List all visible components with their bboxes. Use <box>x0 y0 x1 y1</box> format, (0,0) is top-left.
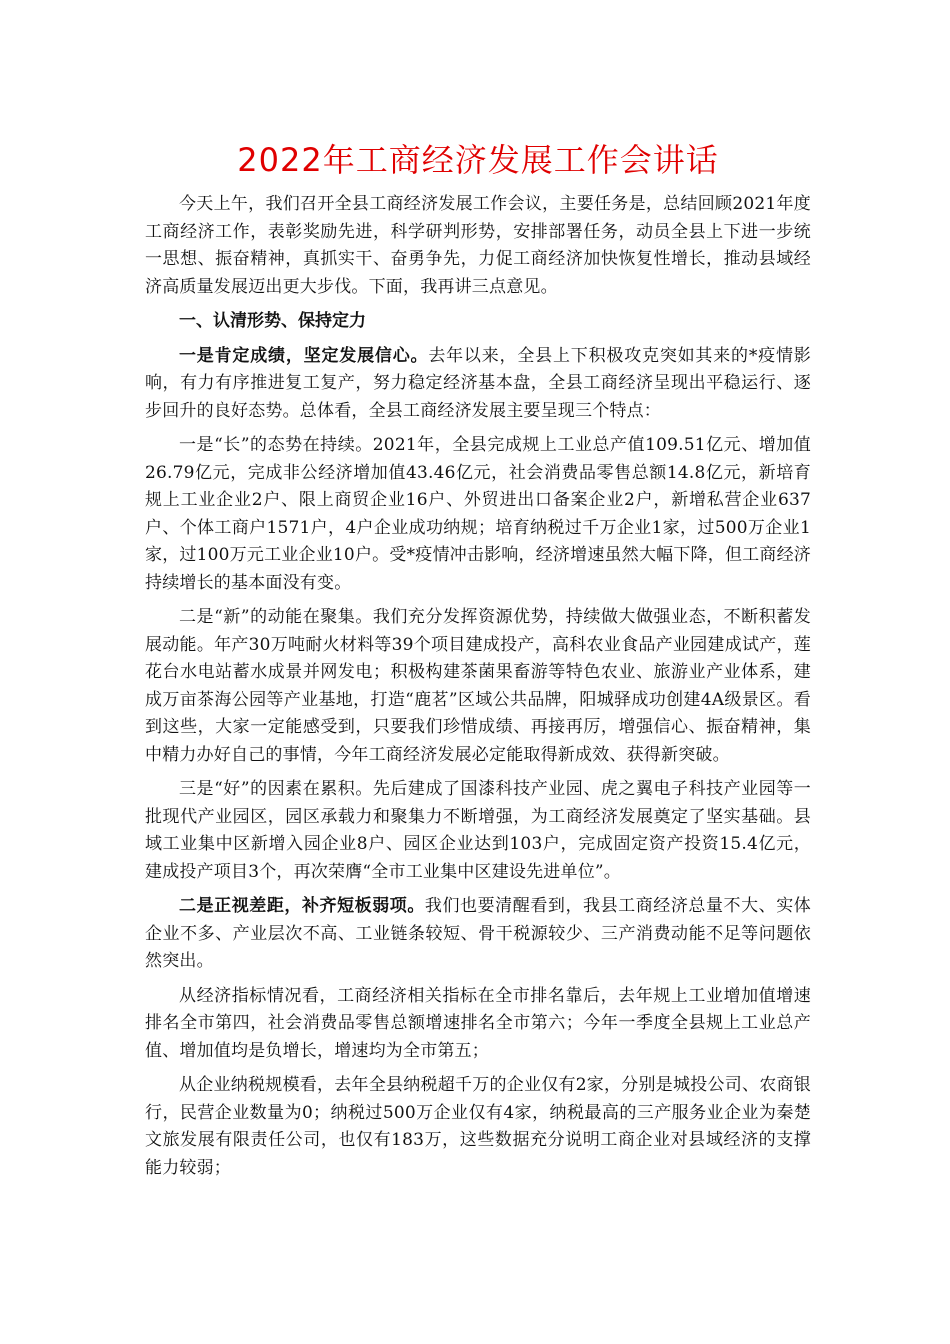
feature-3-paragraph: 三是“好”的因素在累积。先后建成了国漆科技产业园、虎之翼电子科技产业园等一批现代产业园区，园区承载力和聚集力不断增强，为工商经济发展奠定了坚实基础。县域工业集中区新增入园企业8户、园区企业达到103户，完成固定资产投资15.4亿元，建成投产项目3个，再次荣膺“全市工业集中区建设先进单位”。 <box>145 779 811 882</box>
feature-1-paragraph: 一是“长”的态势在持续。2021年，全县完成规上工业总产值109.51亿元、增加值26.79亿元，完成非公经济增加值43.46亿元，社会消费品零售总额14.8亿元，新培育规上工业企业2户、限上商贸企业16户、外贸进出口备案企业2户，新增私营企业637户、个体工商户1571户，4户企业成功纳规；培育纳税过千万企业1家，过500万企业1家，过100万元工业企业10户。受*疫情冲击影响，经济增速虽然大幅下降，但工商经济持续增长的基本面没有变。 <box>145 435 811 593</box>
gap-2-paragraph: 从企业纳税规模看，去年全县纳税超千万的企业仅有2家，分别是城投公司、农商银行，民营企业数量为0；纳税过500万企业仅有4家，纳税最高的三产服务业企业为秦楚文旅发展有限责任公司，也仅有183万，这些数据充分说明工商企业对县域经济的支撑能力较弱； <box>145 1075 811 1178</box>
document-title: 2022年工商经济发展工作会讲话 <box>237 141 719 179</box>
point-2-paragraph <box>145 893 811 976</box>
point-1-text: 去年以来，全县上下积极攻克突如其来的*疫情影响，有力有序推进复工复产，努力稳定经济基本盘，全县工商经济呈现出平稳运行、逐步回升的良好态势。总体看，全县工商经济发展主要呈现三个特点： <box>145 345 811 421</box>
feature-2-paragraph: 二是“新”的动能在聚集。我们充分发挥资源优势，持续做大做强业态，不断积蓄发展动能。年产30万吨耐火材料等39个项目建成投产，高科农业食品产业园建成试产，莲花台水电站蓄水成景并网发电；积极构建茶菌果畜游等特色农业、旅游业产业体系，建成万亩茶海公园等产业基地，打造“鹿茗”区域公共品牌，阳城驿成功创建4A级景区。看到这些，大家一定能感受到，只要我们珍惜成绩、再接再厉，增强信心、振奋精神，集中精力办好自己的事情，今年工商经济发展必定能取得新成效、获得新突破。 <box>145 607 811 765</box>
document-page <box>145 135 811 1189</box>
point-1-paragraph <box>145 343 811 426</box>
point-2-text: 我们也要清醒看到，我县工商经济总量不大、实体企业不多、产业层次不高、工业链条较短、骨干税源较少、三产消费动能不足等问题依然突出。 <box>145 896 811 971</box>
section-heading-1: 一、认清形势、保持定力 <box>179 311 366 331</box>
point-1-lead: 一是肯定成绩，坚定发展信心。 <box>179 345 429 366</box>
gap-1-paragraph: 从经济指标情况看，工商经济相关指标在全市排名靠后，去年规上工业增加值增速排名全市第四，社会消费品零售总额增速排名全市第六；今年一季度全县规上工业总产值、增加值均是负增长，增速均为全市第五； <box>145 985 811 1061</box>
intro-paragraph: 今天上午，我们召开全县工商经济发展工作会议，主要任务是，总结回顾2021年度工商经济工作，表彰奖励先进，科学研判形势，安排部署任务，动员全县上下进一步统一思想、振奋精神，真抓实干、奋勇争先，力促工商经济加快恢复性增长，推动县域经济高质量发展迈出更大步伐。下面，我再讲三点意见。 <box>145 194 811 297</box>
point-2-lead: 二是正视差距，补齐短板弱项。 <box>179 896 425 916</box>
